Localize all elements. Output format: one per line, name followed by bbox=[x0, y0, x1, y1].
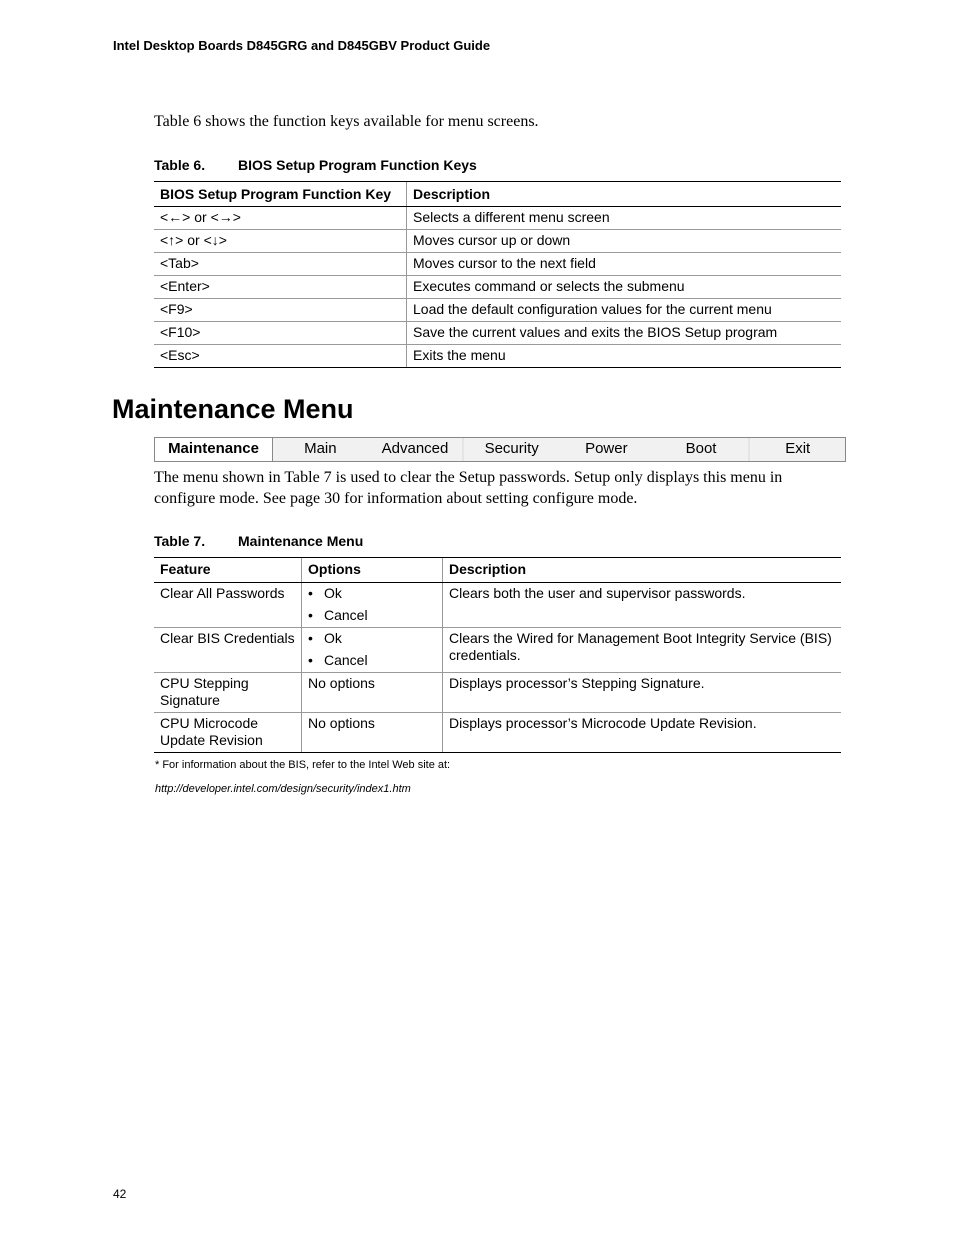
key-description: Moves cursor up or down bbox=[407, 230, 842, 253]
feature-name: CPU Stepping Signature bbox=[154, 673, 302, 713]
table6-number: Table 6. bbox=[154, 157, 206, 173]
option-item bbox=[308, 630, 436, 647]
table-row bbox=[154, 583, 841, 628]
section-heading: Maintenance Menu bbox=[112, 394, 354, 424]
table7-number: Table 7. bbox=[154, 533, 206, 549]
table-row bbox=[154, 230, 841, 253]
feature-options bbox=[302, 628, 443, 673]
feature-description: Displays processor’s Stepping Signature. bbox=[443, 673, 842, 713]
table-row bbox=[154, 253, 841, 276]
key-description: Save the current values and exits the BIOS Setup program bbox=[407, 322, 842, 345]
table6-title: BIOS Setup Program Function Keys bbox=[238, 157, 477, 173]
option-item bbox=[308, 652, 436, 669]
key-description: Moves cursor to the next field bbox=[407, 253, 842, 276]
column-header-description: Description bbox=[407, 182, 842, 207]
column-header-options: Options bbox=[302, 558, 443, 583]
running-header: Intel Desktop Boards D845GRG and D845GBV Product Guide bbox=[113, 38, 491, 53]
feature-description: Clears both the user and supervisor passwords. bbox=[443, 583, 842, 628]
bullet: • bbox=[308, 630, 313, 646]
function-key: <Enter> bbox=[154, 276, 407, 299]
table-row bbox=[154, 713, 841, 753]
key-description: Executes command or selects the submenu bbox=[407, 276, 842, 299]
table-row bbox=[154, 345, 841, 368]
menu-tab-maintenance[interactable]: Maintenance bbox=[155, 438, 273, 461]
key-description: Selects a different menu screen bbox=[407, 207, 842, 230]
bullet: • bbox=[308, 652, 313, 668]
option-item bbox=[308, 585, 436, 602]
feature-options: No options bbox=[302, 713, 443, 753]
table-row bbox=[154, 322, 841, 345]
function-key: <F10> bbox=[154, 322, 407, 345]
intro-text: Table 6 shows the function keys available for menu screens. bbox=[154, 113, 539, 130]
feature-name: Clear All Passwords bbox=[154, 583, 302, 628]
function-key: <Esc> bbox=[154, 345, 407, 368]
feature-name: CPU Microcode Update Revision bbox=[154, 713, 302, 753]
menu-tab-advanced[interactable]: Advanced bbox=[381, 440, 449, 457]
footnote-link[interactable]: http://developer.intel.com/design/security/index1.htm bbox=[155, 783, 411, 795]
menu-tab-security[interactable]: Security bbox=[484, 440, 539, 457]
option-label: Cancel bbox=[324, 652, 368, 668]
column-header-description: Description bbox=[443, 558, 842, 583]
option-label: Ok bbox=[324, 630, 342, 646]
feature-description: Clears the Wired for Management Boot Integrity Service (BIS) credentials. bbox=[443, 628, 842, 673]
option-label: Ok bbox=[324, 585, 342, 601]
function-key: <F9> bbox=[154, 299, 407, 322]
bios-menu-bar bbox=[154, 437, 846, 462]
table6-caption bbox=[154, 157, 477, 173]
function-key: <←> or <→> bbox=[154, 207, 407, 230]
feature-options: No options bbox=[302, 673, 443, 713]
feature-name: Clear BIS Credentials bbox=[154, 628, 302, 673]
table7-title: Maintenance Menu bbox=[238, 533, 364, 549]
menu-tab-main[interactable]: Main bbox=[304, 440, 337, 457]
menu-tab-exit[interactable]: Exit bbox=[785, 440, 811, 457]
menu-tab-power[interactable]: Power bbox=[585, 440, 628, 457]
table-row bbox=[154, 299, 841, 322]
feature-description: Displays processor’s Microcode Update Revision. bbox=[443, 713, 842, 753]
function-key: <Tab> bbox=[154, 253, 407, 276]
body-paragraph: The menu shown in Table 7 is used to clear the Setup passwords. Setup only displays this menu in configure mode. See page 30 for information about setting configure mode. bbox=[154, 469, 783, 507]
page-number: 42 bbox=[113, 1187, 127, 1201]
function-keys-table bbox=[154, 181, 841, 368]
column-header-feature: Feature bbox=[154, 558, 302, 583]
option-label: Cancel bbox=[324, 607, 368, 623]
footnote: * For information about the BIS, refer to the Intel Web site at: bbox=[155, 759, 451, 771]
column-header-key: BIOS Setup Program Function Key bbox=[154, 182, 407, 207]
table-row bbox=[154, 207, 841, 230]
key-description: Load the default configuration values for the current menu bbox=[407, 299, 842, 322]
bullet: • bbox=[308, 585, 313, 601]
feature-options bbox=[302, 583, 443, 628]
table-row bbox=[154, 276, 841, 299]
function-key: <↑> or <↓> bbox=[154, 230, 407, 253]
maintenance-menu-table bbox=[154, 557, 841, 753]
table7-caption bbox=[154, 533, 363, 549]
table-row bbox=[154, 673, 841, 713]
menu-tab-boot[interactable]: Boot bbox=[685, 440, 717, 457]
option-item bbox=[308, 607, 436, 624]
key-description: Exits the menu bbox=[407, 345, 842, 368]
bullet: • bbox=[308, 607, 313, 623]
table-row bbox=[154, 628, 841, 673]
